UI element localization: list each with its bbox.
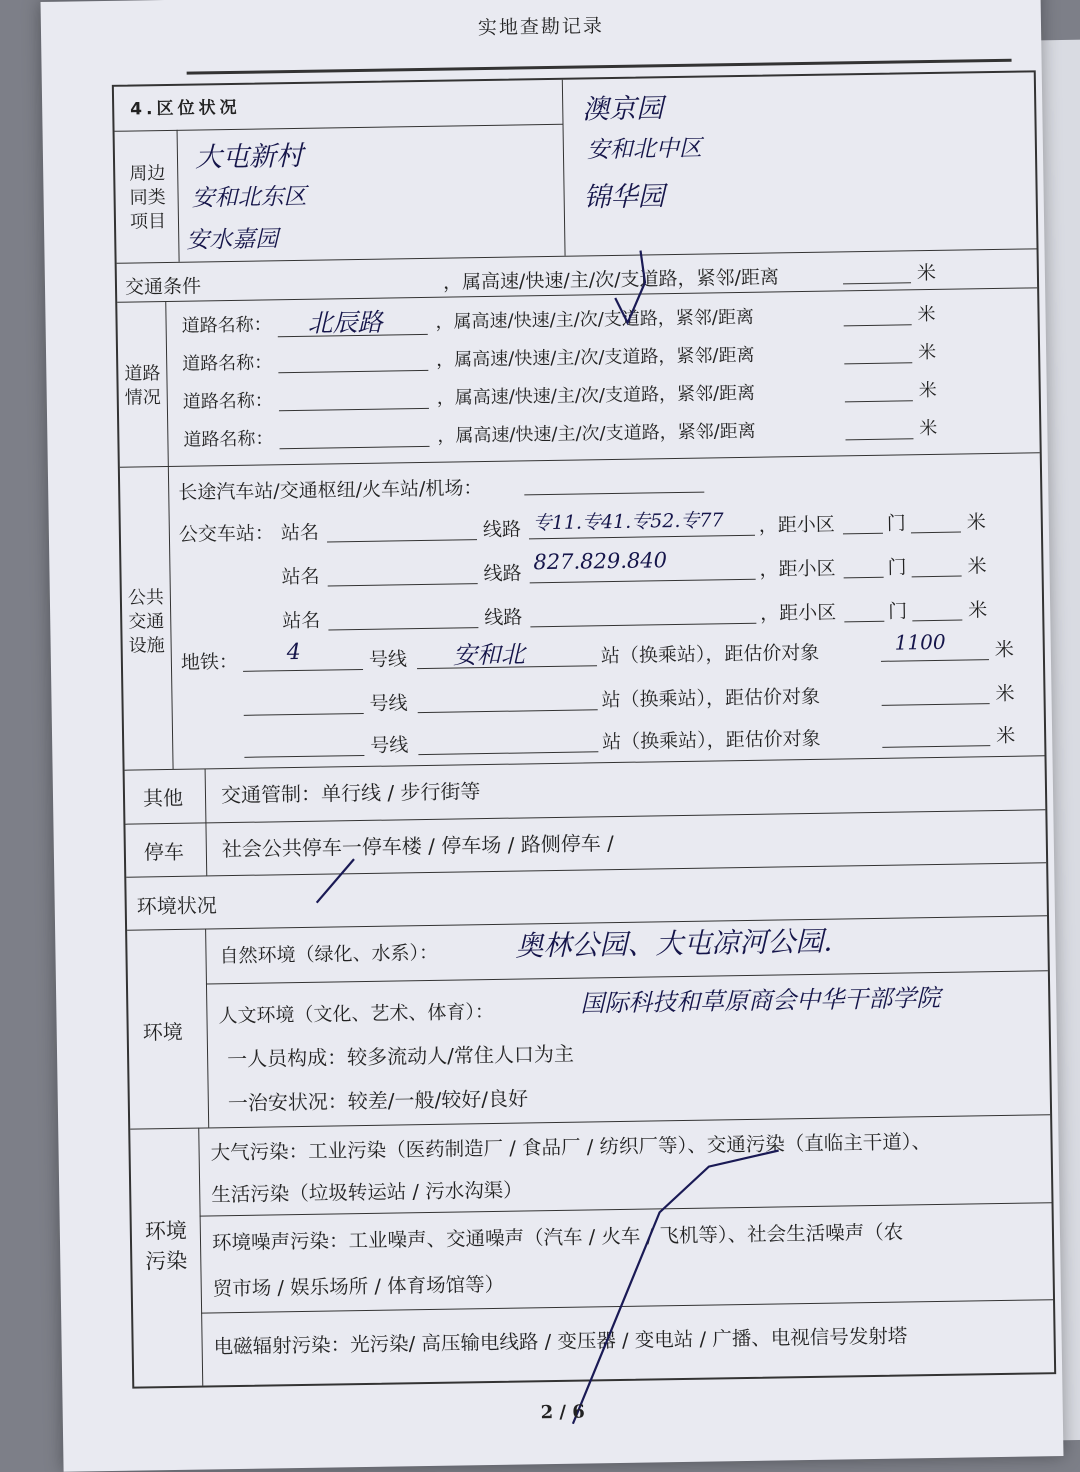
page-number: 2 / 6 (540, 1401, 585, 1424)
road-name-value: 北辰路 (307, 307, 383, 338)
subway-line-label: 号线 (369, 692, 408, 715)
parking-text: 社会公共停车一停车楼 / 停车场 / 路侧停车 / (221, 831, 615, 862)
traffic-heading-suffix: ，属高速/快速/主/次/支道路，紧邻/距离 (442, 266, 780, 294)
project-left-3: 安水嘉园 (186, 226, 279, 254)
other-label: 其他 (142, 785, 184, 811)
natural-label: 自然环境（绿化、水系）： (219, 941, 439, 968)
bus-gate-label: 门 (888, 600, 908, 623)
bus-gate-label: 门 (887, 556, 907, 579)
natural-value: 奥林公园、大屯凉河公园. (515, 924, 833, 963)
bus-unit: 米 (967, 555, 987, 578)
page-header: 实地查勘记录 (477, 15, 605, 40)
road-type: ，属高速/快速/主/次/支道路，紧邻/距离 (435, 306, 755, 333)
noise-pollution-line1: 环境噪声污染：工业噪声、交通噪声（汽车 / 火车 / 飞机等）、社会生活噪声（农 (211, 1220, 904, 1255)
noise-pollution-line2: 贸市场 / 娱乐场所 / 体育场馆等） (212, 1272, 505, 1301)
subway-station-suffix: 站（换乘站），距估价对象 (600, 641, 820, 668)
subway-label: 地铁： (180, 650, 239, 674)
transit-label: 公共交通设施 (127, 587, 165, 657)
roads-label: 道路情况 (124, 363, 161, 409)
air-pollution-line1: 大气污染：工业污染（医药制造厂 / 食品厂 / 纺织厂等）、交通污染（直临主干道）、 (210, 1130, 932, 1165)
road-type: ，属高速/快速/主/次/支道路，紧邻/距离 (436, 382, 756, 409)
bus-unit: 米 (968, 599, 988, 622)
subway-unit: 米 (994, 638, 1015, 662)
subway-station-value: 安和北 (452, 640, 526, 670)
population-text: 一人员构成：较多流动人/常住人口为主 (226, 1041, 575, 1072)
road-unit: 米 (919, 417, 938, 440)
bus-station-label: 站名 (281, 565, 320, 589)
bus-station-label: 站名 (280, 521, 320, 545)
environment-title: 环境状况 (136, 893, 217, 919)
parking-label: 停车 (143, 839, 185, 865)
bus-route-value: 专11.专41.专52.专77 (532, 509, 724, 535)
hub-label: 长途汽车站/交通枢纽/火车站/机场： (178, 477, 483, 504)
section-location-title: 4.区位状况 (130, 97, 241, 120)
bus-route-label: 线路 (482, 518, 522, 542)
road-name-label: 道路名称： (181, 314, 272, 337)
em-pollution-text: 电磁辐射污染：光污染/ 高压输电线路 / 变压器 / 变电站 / 广播、电视信号发射塔 (213, 1324, 908, 1359)
bus-route-label: 线路 (483, 562, 522, 586)
bus-station-label: 站名 (282, 609, 321, 633)
traffic-heading: 交通条件 (124, 275, 202, 299)
document-page (41, 0, 1064, 1472)
checkmark-parking (316, 859, 355, 903)
checkmark-pollution (569, 1150, 783, 1423)
subway-line-value: 4 (286, 639, 301, 666)
subway-station-suffix: 站（换乘站），距估价对象 (602, 727, 821, 754)
road-type: ，属高速/快速/主/次/支道路，紧邻/距离 (437, 420, 756, 447)
cultural-label: 人文环境（文化、艺术、体育）： (218, 1000, 495, 1028)
road-name-label: 道路名称： (182, 352, 273, 375)
security-text: 一治安状况：较差/一般/较好/良好 (227, 1086, 529, 1116)
subway-distance-value: 1100 (894, 629, 946, 655)
subway-line-label: 号线 (368, 648, 408, 671)
road-unit: 米 (917, 341, 937, 364)
bus-distance-label: ，距小区 (759, 557, 836, 581)
bus-distance-label: ，距小区 (760, 601, 837, 625)
bus-unit: 米 (966, 511, 986, 534)
pollution-label: 环境污染 (144, 1218, 188, 1274)
environment-label: 环境 (142, 1019, 183, 1045)
project-left-1: 大屯新村 (194, 140, 304, 174)
bus-route-value: 827.829.840 (533, 548, 668, 575)
bus-gate-label: 门 (886, 512, 907, 535)
pen-checkmarks (41, 0, 1064, 1472)
project-right-2: 安和北中区 (586, 135, 703, 164)
project-right-1: 澳京园 (582, 93, 664, 126)
road-name-label: 道路名称： (182, 390, 273, 413)
subway-line-label: 号线 (370, 734, 409, 757)
road-unit: 米 (918, 379, 937, 402)
surroundings-label: 周边同类项目 (129, 163, 167, 233)
traffic-unit: 米 (916, 261, 937, 285)
subway-unit: 米 (995, 724, 1016, 748)
other-text: 交通管制：单行线 / 步行街等 (220, 779, 481, 808)
checkmark-road-type (614, 250, 645, 322)
subway-unit: 米 (995, 682, 1015, 706)
subway-station-suffix: 站（换乘站），距估价对象 (601, 685, 821, 712)
air-pollution-line2: 生活污染（垃圾转运站 / 污水沟渠） (211, 1178, 523, 1207)
road-name-label: 道路名称： (183, 428, 274, 451)
project-left-2: 安和北东区 (191, 183, 307, 212)
road-type: ，属高速/快速/主/次/支道路，紧邻/距离 (436, 344, 755, 371)
project-right-3: 锦华园 (583, 181, 665, 214)
bus-distance-label: ，距小区 (758, 513, 836, 537)
bus-label: 公交车站： (178, 522, 275, 546)
cultural-value: 国际科技和草原商会中华干部学院 (580, 983, 941, 1018)
bus-route-label: 线路 (484, 606, 523, 630)
road-unit: 米 (917, 303, 936, 326)
